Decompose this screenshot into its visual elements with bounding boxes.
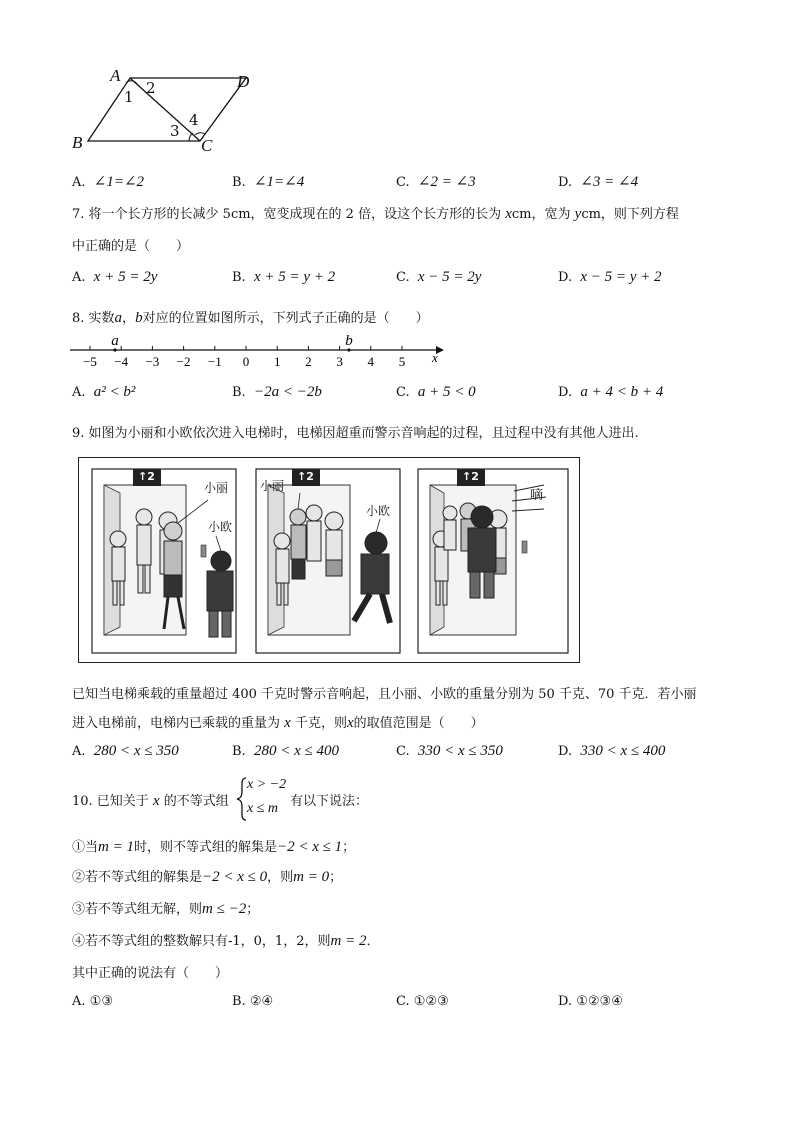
label-xiaoli-panel-1: 小丽 (204, 481, 229, 495)
q7-option-c[interactable]: C. x − 5 = 2y (396, 269, 482, 285)
tick-label: −3 (145, 354, 160, 369)
elevator-panel-3 (418, 469, 568, 653)
q6-option-a[interactable]: A. ∠1=∠2 (72, 174, 145, 190)
tick-label: 0 (242, 354, 250, 369)
q7-option-a[interactable]: A. x + 5 = 2y (72, 269, 158, 285)
q8-option-d[interactable]: D. a + 4 < b + 4 (558, 384, 664, 400)
elevator-sign-1: ↑2 (138, 470, 155, 483)
vertex-label-d: D (237, 72, 250, 91)
angle-label-2: 2 (146, 79, 156, 97)
label-xiaoou-panel-2: 小欧 (366, 504, 391, 518)
angle-label-1: 1 (124, 88, 134, 106)
q7-stem-line1: 7. 将一个长方形的长减少 5cm，宽变成现在的 2 倍，设这个长方形的长为 xcm，宽为 ycm，则下列方程 (72, 206, 679, 222)
q10-option-b[interactable]: B. ②④ (232, 994, 274, 1009)
q8-option-a[interactable]: A. a² < b² (72, 384, 136, 400)
vertex-label-c: C (201, 136, 213, 155)
q10-stem-prefix: 10. 已知关于 x 的不等式组 (72, 793, 229, 809)
q7-stem-line2: 中正确的是（ ） (72, 239, 190, 254)
q10-statement-1: ①当m = 1时，则不等式组的解集是−2 < x ≤ 1； (72, 839, 356, 855)
tick-label: 4 (367, 354, 375, 369)
inequality-2: x ≤ m (247, 801, 279, 816)
label-xiaoou-panel-1: 小欧 (208, 520, 233, 534)
q10-option-c[interactable]: C. ①②③ (396, 994, 449, 1009)
q10-statement-3: ③若不等式组无解，则m ≤ −2； (72, 901, 260, 917)
elevator-panel-2 (256, 469, 400, 653)
q7-option-b[interactable]: B. x + 5 = y + 2 (232, 269, 336, 285)
elevator-illustration (78, 457, 580, 663)
vertex-label-a: A (110, 66, 121, 85)
q10-option-d[interactable]: D. ①②③④ (558, 994, 623, 1009)
q6-option-b[interactable]: B. ∠1=∠4 (232, 174, 305, 190)
tick-label: −4 (114, 354, 129, 369)
q10-ask: 其中正确的说法有（ ） (72, 966, 229, 981)
angle-label-4: 4 (189, 111, 199, 129)
elevator-sign-3: ↑2 (462, 470, 479, 483)
parallelogram-figure (66, 64, 266, 160)
point-label-b: b (345, 333, 353, 349)
q9-option-b[interactable]: B. 280 < x ≤ 400 (232, 743, 339, 759)
q6-option-c[interactable]: C. ∠2 = ∠3 (396, 174, 476, 190)
point-label-a: a (111, 333, 119, 349)
q8-option-b[interactable]: B. −2a < −2b (232, 384, 322, 400)
q10-stem-suffix: 有以下说法： (290, 794, 369, 809)
q10-statement-4: ④若不等式组的整数解只有-1，0，1，2，则m = 2． (72, 933, 380, 949)
angle-label-3: 3 (170, 122, 180, 140)
tick-label: 2 (305, 354, 312, 369)
vertex-label-b: B (72, 133, 83, 152)
tick-label: 1 (273, 354, 281, 369)
q10-option-a[interactable]: A. ①③ (72, 994, 113, 1009)
q9-question-line: 进入电梯前，电梯内已乘载的重量为 x 千克，则x的取值范围是（ ） (72, 715, 484, 731)
q10-statement-2: ②若不等式组的解集是−2 < x ≤ 0，则m = 0； (72, 869, 343, 885)
elevator-panel-1 (92, 469, 236, 653)
q7-option-d[interactable]: D. x − 5 = y + 2 (558, 269, 662, 285)
inequality-1: x > −2 (247, 777, 287, 792)
q8-option-c[interactable]: C. a + 5 < 0 (396, 384, 476, 400)
tick-label: −5 (83, 354, 97, 369)
q6-option-d[interactable]: D. ∠3 = ∠4 (558, 174, 639, 190)
tick-label: −1 (207, 354, 222, 369)
tick-label: 5 (398, 354, 406, 369)
q8-stem: 8. 实数a，b对应的位置如图所示，下列式子正确的是（ ） (72, 310, 429, 326)
q9-option-a[interactable]: A. 280 < x ≤ 350 (72, 743, 179, 759)
q9-option-d[interactable]: D. 330 < x ≤ 400 (558, 743, 666, 759)
q9-info-line: 已知当电梯乘载的重量超过 400 千克时警示音响起，且小丽、小欧的重量分别为 50 千克、70 千克．若小丽 (72, 687, 697, 702)
q9-option-c[interactable]: C. 330 < x ≤ 350 (396, 743, 503, 759)
tick-label: 3 (336, 354, 343, 369)
number-line (66, 330, 456, 376)
label-xiaoli-panel-2: 小丽 (260, 479, 285, 493)
label-beep-sound: 嘀 (530, 488, 544, 503)
axis-label-x: x (432, 350, 438, 365)
q9-stem: 9. 如图为小丽和小欧依次进入电梯时，电梯因超重而警示音响起的过程，且过程中没有其他人进出. (72, 426, 639, 441)
elevator-sign-2: ↑2 (297, 470, 314, 483)
tick-label: −2 (176, 354, 191, 369)
